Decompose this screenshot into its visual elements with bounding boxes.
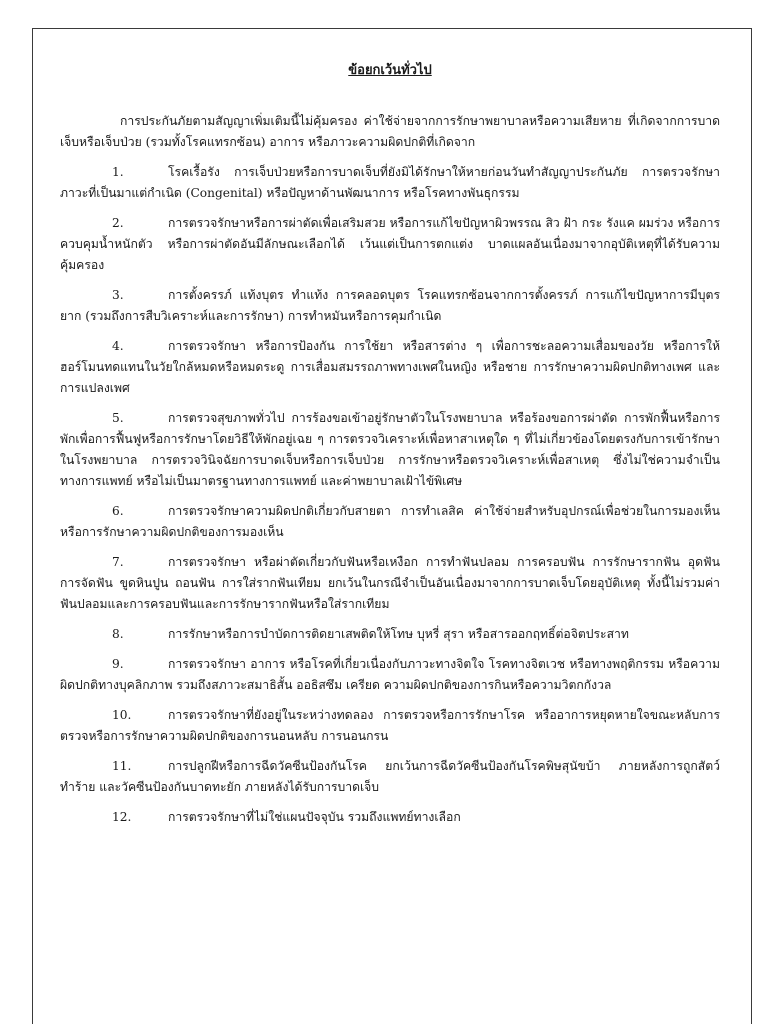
item-number: 1.	[112, 165, 124, 179]
exclusion-item	[60, 654, 720, 696]
exclusion-item	[60, 756, 720, 798]
exclusion-item	[60, 501, 720, 543]
item-number: 12.	[112, 810, 132, 824]
exclusion-item	[60, 285, 720, 327]
document-title: ข้อยกเว้นทั่วไป	[348, 63, 432, 78]
exclusion-item	[60, 213, 720, 276]
exclusion-item	[60, 552, 720, 615]
item-number: 6.	[112, 504, 124, 518]
item-number: 5.	[112, 411, 124, 425]
item-text: การตรวจรักษา หรือผ่าตัดเกี่ยวกับฟันหรือเหงือก การทำฟันปลอม การครอบฟัน การรักษารากฟัน อุดฟัน การจัดฟัน ขูดหินปูน ถอนฟัน การใส่รากฟันเทียม ยกเว้นในกรณีจำเป็นอันเนื่องมาจากการบาดเจ็บโดยอุบัติเหตุ ทั้งนี้ไม่รวมค่าฟันปลอมและการครอบฟันและการรักษารากฟันหรือใส่รากเทียม	[60, 555, 720, 611]
item-number: 10.	[112, 708, 132, 722]
document-body	[60, 60, 720, 828]
item-number: 4.	[112, 339, 124, 353]
item-text: การตรวจรักษาที่ไม่ใช่แผนปัจจุบัน รวมถึงแพทย์ทางเลือก	[168, 810, 461, 824]
item-text: การตรวจสุขภาพทั่วไป การร้องขอเข้าอยู่รักษาตัวในโรงพยาบาล หรือร้องขอการผ่าตัด การพักฟื้นหรือการพักเพื่อการฟื้นฟูหรือการรักษาโดยวิธีให้พักอยู่เฉย ๆ การตรวจวิเคราะห์เพื่อหาสาเหตุใด ๆ ที่ไม่เกี่ยวข้องโดยตรงกับการเข้ารักษาในโรงพยาบาล การตรวจวินิจฉัยการบาดเจ็บหรือการเจ็บป่วย การรักษาหรือตรวจวิเคราะห์เพื่อสาเหตุ ซึ่งไม่ใช่ความจำเป็นทางการแพทย์ หรือไม่เป็นมาตรฐานทางการแพทย์ และค่าพยาบาลเฝ้าไข้พิเศษ	[60, 411, 720, 488]
item-text: การตรวจรักษา อาการ หรือโรคที่เกี่ยวเนื่องกับภาวะทางจิตใจ โรคทางจิตเวช หรือทางพฤติกรรม หรือความผิดปกติทางบุคลิกภาพ รวมถึงสภาวะสมาธิสั้น ออธิสซึม เครียด ความผิดปกติของการกินหรือความวิตกกังวล	[60, 657, 720, 692]
exclusion-item	[60, 336, 720, 399]
item-number: 3.	[112, 288, 124, 302]
item-number: 11.	[112, 759, 132, 773]
item-text: การตรวจรักษา หรือการป้องกัน การใช้ยา หรือสารต่าง ๆ เพื่อการชะลอความเสื่อมของวัย หรือการให้ฮอร์โมนทดแทนในวัยใกล้หมดหรือหมดระดู การเสื่อมสมรรถภาพทางเพศในหญิง หรือชาย การรักษาความผิดปกติทางเพศ และการแปลงเพศ	[60, 339, 720, 395]
exclusion-item	[60, 408, 720, 492]
exclusion-item	[60, 624, 720, 645]
exclusion-item	[60, 807, 720, 828]
exclusion-item	[60, 705, 720, 747]
item-number: 8.	[112, 627, 124, 641]
item-text: การตรวจรักษาหรือการผ่าตัดเพื่อเสริมสวย หรือการแก้ไขปัญหาผิวพรรณ สิว ฝ้า กระ รังแค ผมร่วง หรือการควบคุมน้ำหนักตัว หรือการผ่าตัดอันมีลักษณะเลือกได้ เว้นแต่เป็นการตกแต่ง บาดแผลอันเนื่องมาจากอุบัติเหตุที่ได้รับความคุ้มครอง	[60, 216, 720, 272]
item-number: 2.	[112, 216, 124, 230]
item-text: โรคเรื้อรัง การเจ็บป่วยหรือการบาดเจ็บที่ยังมิได้รักษาให้หายก่อนวันทำสัญญาประกันภัย การตรวจรักษาภาวะที่เป็นมาแต่กำเนิด (Congenital) หรือปัญหาด้านพัฒนาการ หรือโรคทางพันธุกรรม	[60, 165, 720, 200]
intro-paragraph: การประกันภัยตามสัญญาเพิ่มเติมนี้ไม่คุ้มครอง ค่าใช้จ่ายจากการรักษาพยาบาลหรือความเสียหาย ที่เกิดจากการบาดเจ็บหรือเจ็บป่วย (รวมทั้งโรคแทรกซ้อน) อาการ หรือภาวะความผิดปกติที่เกิดจาก	[60, 114, 720, 149]
exclusion-item	[60, 162, 720, 204]
exclusion-list	[60, 162, 720, 828]
item-text: การตรวจรักษาที่ยังอยู่ในระหว่างทดลอง การตรวจหรือการรักษาโรค หรืออาการหยุดหายใจขณะหลับการตรวจหรือการรักษาความผิดปกติของการนอนหลับ การนอนกรน	[60, 708, 720, 743]
item-text: การตรวจรักษาความผิดปกติเกี่ยวกับสายตา การทำเลสิค ค่าใช้จ่ายสำหรับอุปกรณ์เพื่อช่วยในการมองเห็นหรือการรักษาความผิดปกติของการมองเห็น	[60, 504, 720, 539]
item-text: การตั้งครรภ์ แท้งบุตร ทำแท้ง การคลอดบุตร โรคแทรกซ้อนจากการตั้งครรภ์ การแก้ไขปัญหาการมีบุตรยาก (รวมถึงการสืบวิเคราะห์และการรักษา) การทำหมันหรือการคุมกำเนิด	[60, 288, 720, 323]
item-text: การปลูกฝีหรือการฉีดวัคซีนป้องกันโรค ยกเว้นการฉีดวัคซีนป้องกันโรคพิษสุนัขบ้า ภายหลังการถูกสัตว์ทำร้าย และวัคซีนป้องกันบาดทะยัก ภายหลังได้รับการบาดเจ็บ	[60, 759, 720, 794]
item-text: การรักษาหรือการบำบัดการติดยาเสพติดให้โทษ บุหรี่ สุรา หรือสารออกฤทธิ์ต่อจิตประสาท	[168, 627, 629, 641]
item-number: 9.	[112, 657, 124, 671]
item-number: 7.	[112, 555, 124, 569]
